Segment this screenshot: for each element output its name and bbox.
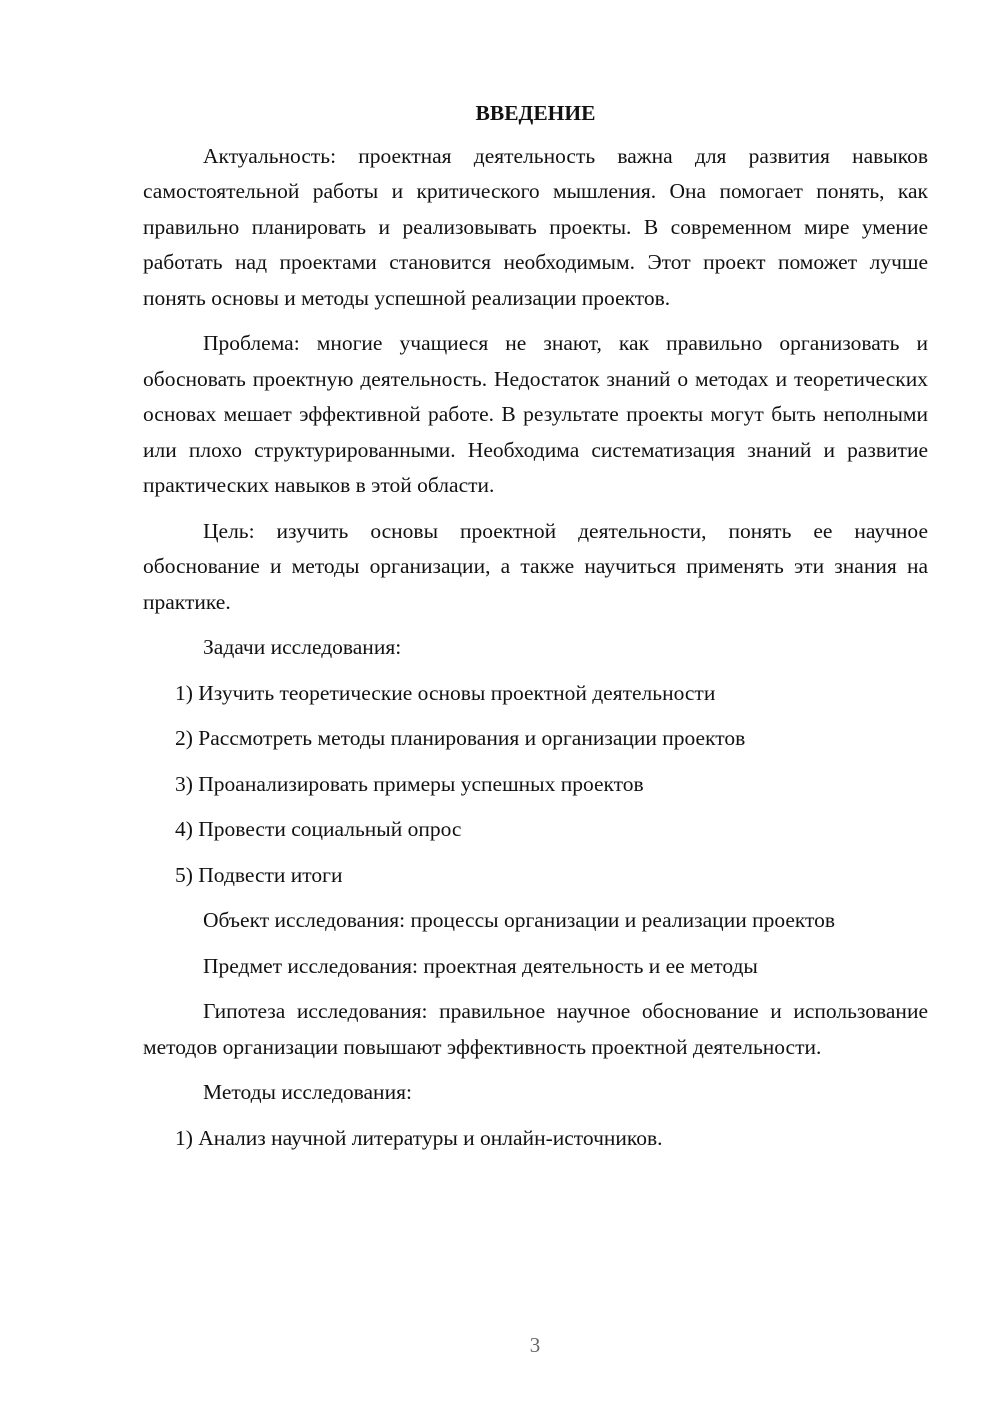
paragraph-hypothesis: Гипотеза исследования: правильное научное обоснование и использование методов организации повышают эффективность проектной деятельности. [143,999,928,1059]
paragraph-subject: Предмет исследования: проектная деятельность и ее методы [203,953,758,978]
paragraph-object: Объект исследования: процессы организации и реализации проектов [203,908,836,932]
page-number: 3 [529,1333,541,1357]
task-item-3: 3) Проанализировать примеры успешных проектов [175,771,644,796]
document-page [143,96,928,1166]
paragraph-problem: Проблема: многие учащиеся не знают, как правильно организовать и обосновать проектную деятельность. Недостаток знаний о методах и теоретических основах мешает эффективной работе. В результате проекты могут быть неполными или плохо структурированными. Необходима систематизация знаний и развитие практических навыков в этой области. [143,331,928,497]
page-title: ВВЕДЕНИЕ [475,101,596,125]
paragraph-relevance: Актуальность: проектная деятельность важна для развития навыков самостоятельной работы и критического мышления. Она помогает понять, как правильно планировать и реализовывать проекты. В современном мире умение работать над проектами становится необходимым. Этот проект поможет лучше понять основы и методы успешной реализации проектов. [143,143,928,310]
task-item-1: 1) Изучить теоретические основы проектной деятельности [175,680,716,705]
methods-heading: Методы исследования: [203,1080,412,1104]
task-item-5: 5) Подвести итоги [175,862,343,887]
task-item-2: 2) Рассмотреть методы планирования и организации проектов [175,726,746,750]
method-item-1: 1) Анализ научной литературы и онлайн-источников. [175,1125,663,1150]
paragraph-goal: Цель: изучить основы проектной деятельности, понять ее научное обоснование и методы организации, а также научиться применять эти знания на практике. [143,518,928,614]
task-item-4: 4) Провести социальный опрос [175,817,462,841]
tasks-heading: Задачи исследования: [203,635,402,659]
